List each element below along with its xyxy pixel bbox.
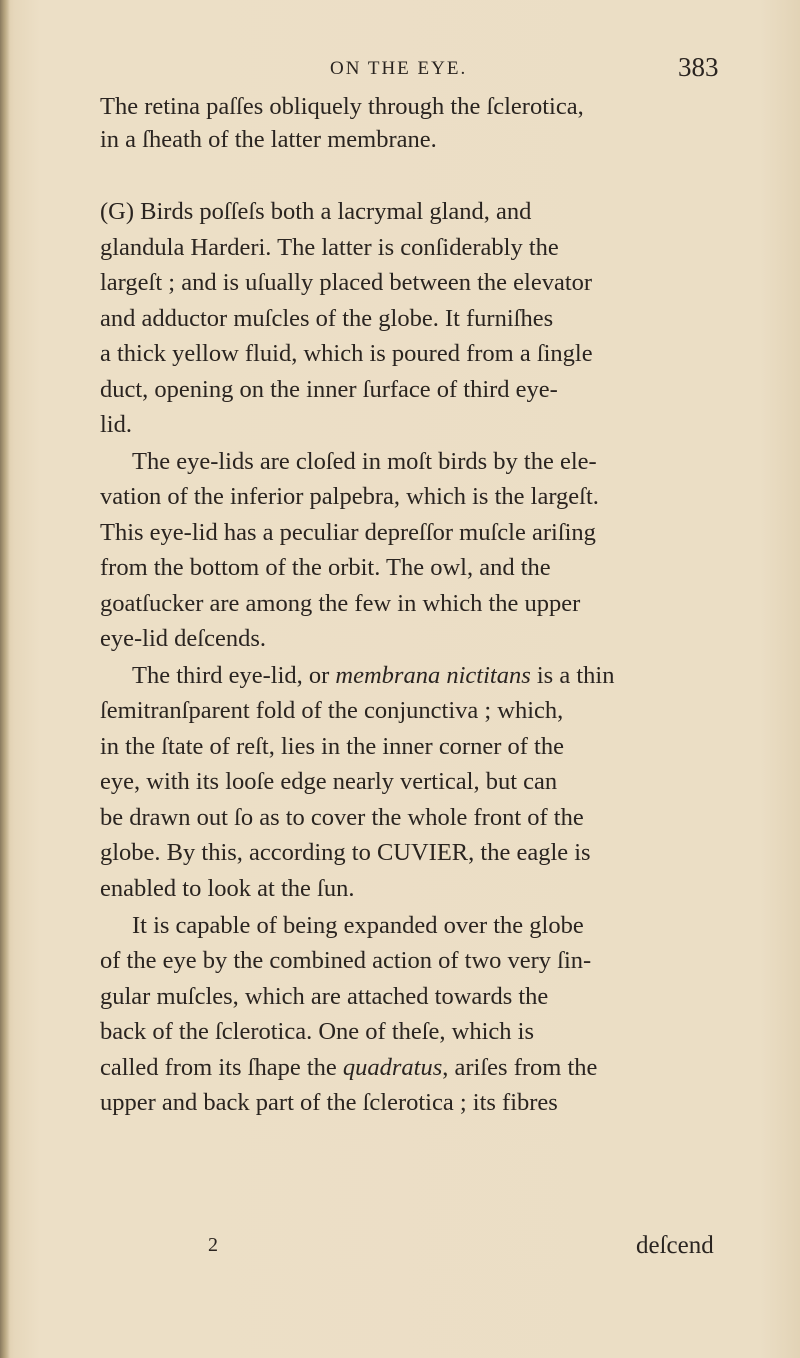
text-line: eye, with its looſe edge nearly vertical, but can	[100, 768, 558, 795]
text-line: (G) Birds poſſeſs both a lacrymal gland, and	[100, 198, 532, 225]
page-binding-edge	[0, 0, 10, 1358]
italic-term: membrana nictitans	[335, 662, 531, 689]
catchword: deſcend	[636, 1232, 714, 1259]
text-line: upper and back part of the ſclerotica ; its fibres	[100, 1089, 558, 1116]
text-line: of the eye by the combined action of two very ſin-	[100, 947, 592, 974]
text-line: ſemitranſparent fold of the conjunctiva ; which,	[100, 697, 564, 724]
text-line: The retina paſſes obliquely through the ſclerotica,	[100, 93, 584, 120]
page-number: 383	[678, 52, 719, 82]
text-line: and adductor muſcles of the globe. It furniſhes	[100, 305, 554, 332]
text-line: in a ſheath of the latter membrane.	[100, 126, 437, 153]
running-head	[0, 52, 800, 92]
text-line: globe. By this, according to CUVIER, the eagle is	[100, 839, 591, 866]
text-line: a thick yellow fluid, which is poured from a ſingle	[100, 340, 593, 367]
text-line: eye-lid deſcends.	[100, 625, 266, 652]
text-line: back of the ſclerotica. One of theſe, which is	[100, 1018, 535, 1045]
text-line: called from its ſhape the quadratus, ariſes from the	[100, 1054, 598, 1081]
text-line: in the ſtate of reſt, lies in the inner corner of the	[100, 733, 564, 760]
text-line: goatſucker are among the few in which the upper	[100, 590, 581, 617]
text-line: duct, opening on the inner ſurface of third eye-	[100, 376, 558, 403]
text-line: largeſt ; and is uſually placed between the elevator	[100, 269, 593, 296]
signature-mark: 2	[208, 1234, 218, 1256]
italic-term: quadratus	[342, 1054, 443, 1081]
text-line: gular muſcles, which are attached towards the	[100, 983, 549, 1010]
text-line: glandula Harderi. The latter is conſiderably the	[100, 234, 559, 261]
running-head-title: ON THE EYE.	[330, 58, 468, 79]
text-line: The eye-lids are cloſed in moſt birds by the ele-	[132, 448, 597, 475]
text-line: enabled to look at the ſun.	[100, 875, 355, 902]
text-line: vation of the inferior palpebra, which is the largeſt.	[100, 483, 599, 510]
text-line: This eye-lid has a peculiar depreſſor muſcle ariſing	[100, 519, 596, 546]
text-line: The third eye-lid, or membrana nictitans is a thin	[132, 662, 615, 689]
text-line: It is capable of being expanded over the globe	[132, 912, 584, 939]
text-line: from the bottom of the orbit. The owl, and the	[100, 554, 551, 581]
text-line: lid.	[100, 411, 132, 438]
text-line: be drawn out ſo as to cover the whole front of the	[100, 804, 584, 831]
